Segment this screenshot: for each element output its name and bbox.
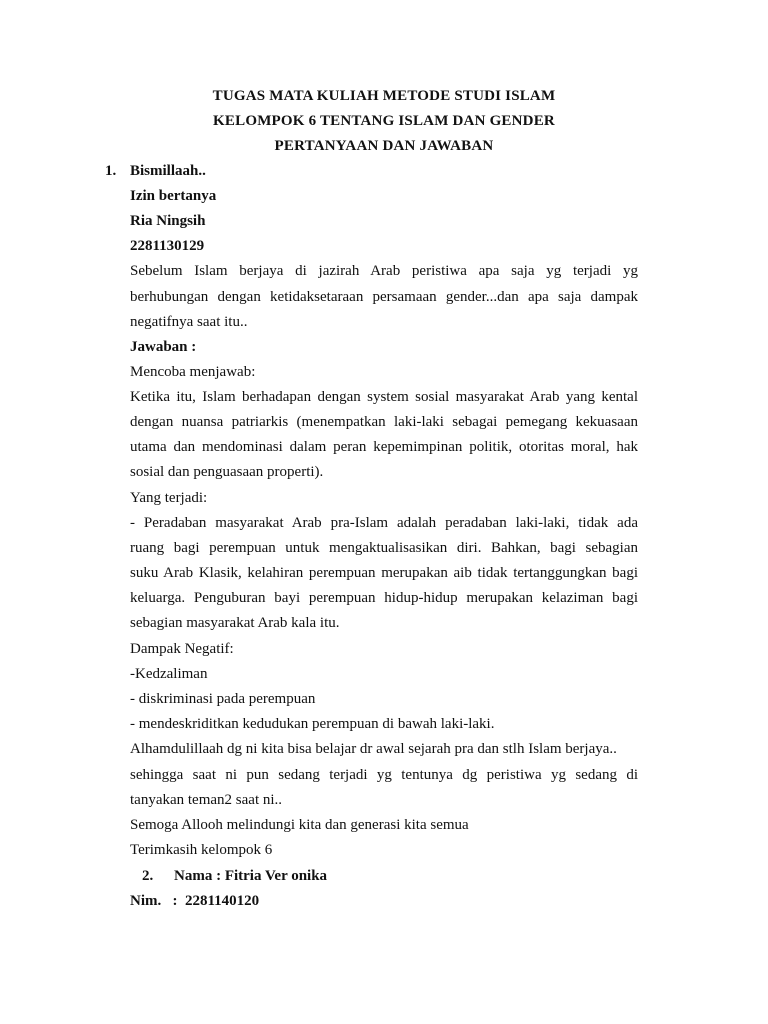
closing-line-2: sehingga saat ni pun sedang terjadi yg tentunya dg peristiwa yg sedang di [130,767,638,783]
document-title-1: TUGAS MATA KULIAH METODE STUDI ISLAM [212,88,556,104]
thanks-line: Terimkasih kelompok 6 [130,842,273,858]
closing-line-1: Alhamdulillaah dg ni kita bisa belajar dr awal sejarah pra dan stlh Islam berjaya.. [130,741,617,757]
item-2-nim: Nim. : 2281140120 [130,893,260,909]
question-line-3: negatifnya saat itu.. [130,314,248,330]
answer-label: Jawaban : [130,339,197,355]
prayer-line: Semoga Allooh melindungi kita dan generasi kita semua [130,817,469,833]
impact-label: Dampak Negatif: [130,641,234,657]
answer-line-3: utama dan mendominasi dalam peran kepemimpinan politik, otoritas moral, hak [130,439,638,455]
item-2-name: Nama : Fitria Ver onika [174,868,328,884]
document-title-2: KELOMPOK 6 TENTANG ISLAM DAN GENDER [213,113,555,129]
occurred-line-2: ruang bagi perempuan untuk mengaktualisasikan diri. Bahkan, bagi sebagian [130,540,638,556]
question-line-2: berhubungan dengan ketidaksetaraan persamaan gender...dan apa saja dampak [130,289,638,305]
item-1-name: Ria Ningsih [130,213,206,229]
document-title-3: PERTANYAAN DAN JAWABAN [274,138,494,154]
occurred-line-4: keluarga. Penguburan bayi perempuan hidup-hidup merupakan kelaziman bagi [130,590,638,606]
answer-line-1: Ketika itu, Islam berhadapan dengan system sosial masyarakat Arab yang kental [130,389,638,405]
answer-intro: Mencoba menjawab: [130,364,256,380]
item-1-greeting: Bismillaah.. [130,163,206,179]
answer-line-4: sosial dan penguasaan properti). [130,464,324,480]
item-1-nim: 2281130129 [130,238,205,254]
item-2-number: 2. [142,868,154,884]
impact-item-1: -Kedzaliman [130,666,208,682]
occurred-line-3: suku Arab Klasik, kelahiran perempuan merupakan aib tidak tertanggungkan bagi [130,565,638,581]
item-1-request: Izin bertanya [130,188,217,204]
answer-line-2: dengan nuansa patriarkis (menempatkan laki-laki sebagai pemegang kekuasaan [130,414,638,430]
impact-item-3: - mendeskriditkan kedudukan perempuan di bawah laki-laki. [130,716,495,732]
item-1-number: 1. [105,163,117,179]
question-line-1: Sebelum Islam berjaya di jazirah Arab peristiwa apa saja yg terjadi yg [130,263,638,279]
closing-line-3: tanyakan teman2 saat ni.. [130,792,283,808]
occurred-label: Yang terjadi: [130,490,208,506]
occurred-line-1: - Peradaban masyarakat Arab pra-Islam adalah peradaban laki-laki, tidak ada [130,515,638,531]
occurred-line-5: sebagian masyarakat Arab kala itu. [130,615,340,631]
impact-item-2: - diskriminasi pada perempuan [130,691,316,707]
